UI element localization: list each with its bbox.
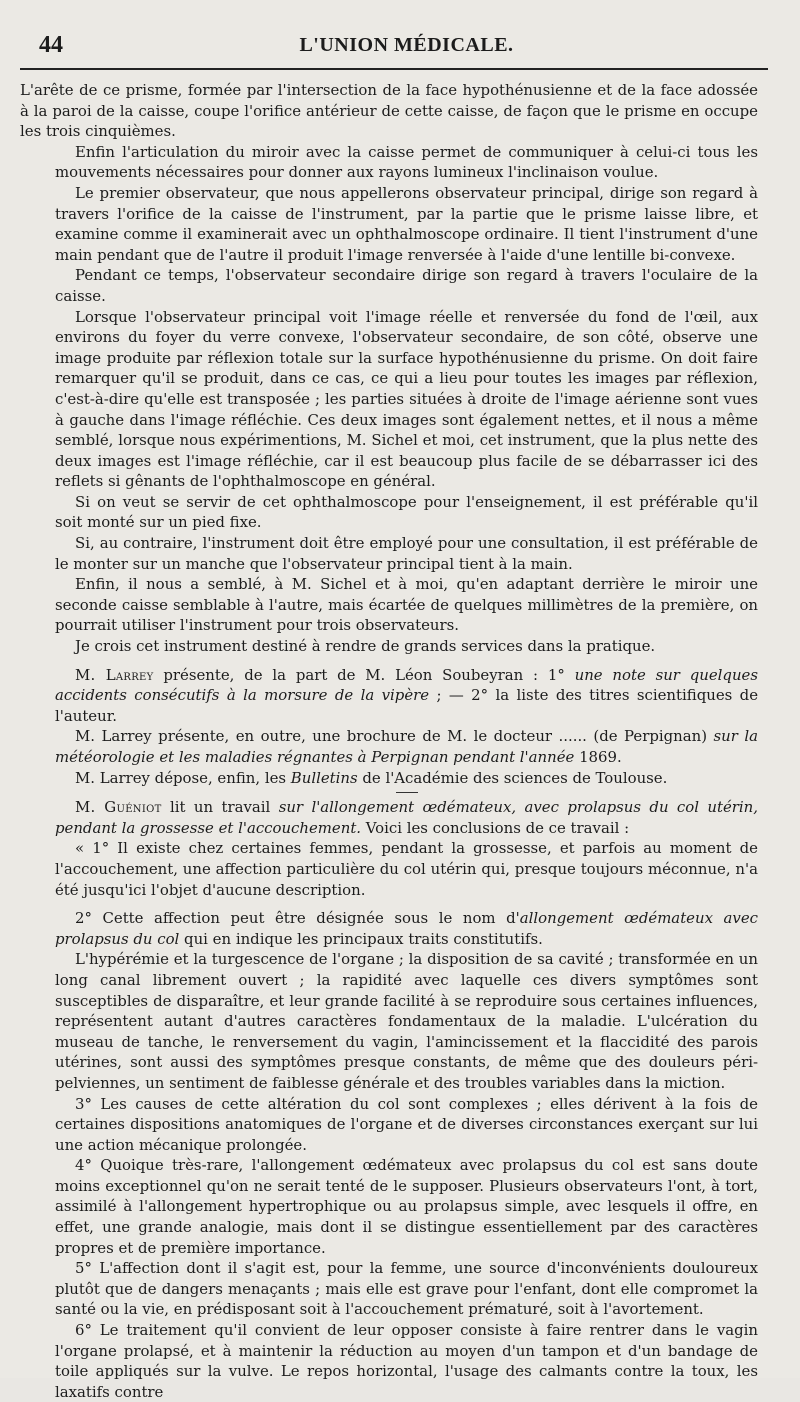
text-run: M. Larrey dépose, enfin, les <box>75 768 291 787</box>
conclusion-paragraph: 4° Quoique très-rare, l'allongement œdémateux avec prolapsus du col est sans doute moins exceptionnel qu'on ne serait tenté de le supposer. Plusieurs observateurs l'ont, à tort, assimilé à l'allongement hypertrophique ou au prolapsus simple, avec lesquels il offre, en effet, une grande analogie, mais dont il se distingue essentiellement par des caractères propres et de première importance. <box>55 1156 758 1257</box>
paragraph: Je crois cet instrument destiné à rendre de grands services dans la pratique. <box>75 637 656 656</box>
article-body <box>20 80 759 1402</box>
conclusion-paragraph: 3° Les causes de cette altération du col sont complexes ; elles dérivent à la fois de certaines dispositions anatomiques de l'organe et de diverses circonstances exerçant sur lui une action mécanique prolongée. <box>55 1094 758 1154</box>
conclusion-paragraph <box>55 908 758 949</box>
text-run: ; — 2° la liste des titres scientifiques de l'auteur. <box>55 686 759 725</box>
running-title: L'UNION MÉDICALE. <box>299 34 514 56</box>
paragraph: L'arête de ce prisme, formée par l'intersection de la face hypothénusienne et de la face adossée à la paroi de la caisse, coupe l'orifice antérieur de cette caisse, de façon que le prisme en occupe les trois cinquièmes. <box>20 81 758 141</box>
speaker-name: M. Guéniot <box>75 798 162 817</box>
larrey-presentation <box>55 665 758 727</box>
conclusion-paragraph: 5° L'affection dont il s'agit est, pour la femme, une source d'inconvénients douloureux plutôt que de dangers menaçants ; mais elle est grave pour l'enfant, dont elle compromet la santé ou la vie, en prédisposant soit à l'accouchement prématuré, soit à l'avortement. <box>55 1259 758 1319</box>
gueniot-reading <box>55 797 758 838</box>
conclusion-paragraph: L'hypérémie et la turgescence de l'organe ; la disposition de sa cavité ; transformée en un long canal librement ouvert ; la rapidité avec laquelle ces divers symptômes sont susceptibles de disparaître, et leur grande facilité à se reproduire sous certaines influences, représentent autant d'autres caractères fondamentaux de la maladie. L'ulcération du museau de tanche, le renversement du vagin, l'amincissement et la flaccidité des parois utérines, sont aussi des symptômes presque constants, de même que des douleurs péri-pelviennes, un sentiment de faiblesse générale et des troubles variables dans la miction. <box>55 950 758 1092</box>
conclusion-paragraph: « 1° Il existe chez certaines femmes, pendant la grossesse, et parfois au moment de l'accouchement, une affection particulière du col utérin qui, presque toujours méconnue, n'a été jusqu'ici l'objet d'aucune description. <box>55 839 758 899</box>
text-run: 1869. <box>574 748 622 766</box>
text-run: 2° Cette affection peut être désignée sous le nom d' <box>75 909 520 928</box>
speaker-name: M. Larrey <box>75 665 154 684</box>
larrey-bulletins <box>55 768 758 789</box>
paragraph: Pendant ce temps, l'observateur secondaire dirige son regard à travers l'oculaire de la caisse. <box>55 266 758 305</box>
page-header <box>39 30 758 62</box>
title-run: sur la météorologie et les maladies régnantes à Perpignan pendant l'année <box>55 727 758 766</box>
title-run: Bulletins <box>290 768 358 787</box>
header-rule <box>20 68 768 70</box>
paragraph: Si, au contraire, l'instrument doit être employé pour une consultation, il est préférable de le monter sur un manche que l'observateur principal tient à la main. <box>55 534 758 573</box>
text-run: Voici les conclusions de ce travail : <box>361 818 630 837</box>
paragraph: Si on veut se servir de cet ophthalmoscope pour l'enseignement, il est préférable qu'il soit monté sur un pied fixe. <box>55 492 758 532</box>
title-run: sur l'allongement œdémateux, avec prolapsus du col utérin, pendant la grossesse et l'accouchement. <box>55 798 758 837</box>
text-run: M. Larrey présente, en outre, une brochure de M. le docteur ...... (de Perpignan) <box>75 727 714 746</box>
text-run: de l'Académie des sciences de Toulouse. <box>357 768 668 787</box>
paragraph: Enfin, il nous a semblé, à M. Sichel et à moi, qu'en adaptant derrière le miroir une seconde caisse semblable à l'autre, mais écartée de quelques millimètres de la première, on pourrait utiliser l'instrument pour trois observateurs. <box>55 575 758 635</box>
paragraph: Lorsque l'observateur principal voit l'image réelle et renversée du fond de l'œil, aux environs du foyer du verre convexe, l'observateur secondaire, de son côté, observe une image produite par réflexion totale sur la surface hypothénusienne du prisme. On doit faire remarquer qu'il se produit, dans ce cas, ce qui a lieu pour toutes les images par réflexion, c'est-à-dire qu'elle est transposée ; les parties situées à droite de l'image aérienne sont vues à gauche dans l'image réfléchie. Ces deux images sont également nettes, et il nous a même semblé, lorsque nous expérimentions, M. Sichel et moi, cet instrument, que la plus nette des deux images est l'image réfléchie, car il est beaucoup plus facile de se débarrasser ici des reflets si gênants de l'ophthalmoscope en général. <box>55 307 758 491</box>
larrey-brochure <box>55 726 758 767</box>
text-run: présente, de la part de M. Léon Soubeyran : 1° <box>153 665 575 684</box>
conclusion-paragraph: 6° Le traitement qu'il convient de leur opposer consiste à faire rentrer dans le vagin l'organe prolapsé, et à maintenir la réduction au moyen d'un tampon et d'un bandage de toile appliqués sur la vulve. Le repos horizontal, l'usage des calmants contre la toux, les laxatifs contre <box>55 1321 758 1401</box>
paragraph: Le premier observateur, que nous appellerons observateur principal, dirige son regard à travers l'orifice de la caisse de l'instrument, par la partie que le prisme laisse libre, et examine comme il examinerait avec un ophthalmoscope ordinaire. Il tient l'instrument d'une main pendant que de l'autre il produit l'image renversée à l'aide d'une lentille bi-convexe. <box>55 183 758 264</box>
title-run: allongement œdémateux avec prolapsus du col <box>55 909 758 948</box>
text-run: qui en indique les principaux traits constitutifs. <box>179 929 543 948</box>
text-run: lit un travail <box>161 798 279 817</box>
section-separator <box>396 792 418 793</box>
title-run: une note sur quelques accidents consécutifs à la morsure de la vipère <box>55 665 759 705</box>
paragraph: Enfin l'articulation du miroir avec la caisse permet de communiquer à celui-ci tous les mouvements nécessaires pour donner aux rayons lumineux l'inclinaison voulue. <box>55 142 758 182</box>
page-number: 44 <box>39 32 63 58</box>
